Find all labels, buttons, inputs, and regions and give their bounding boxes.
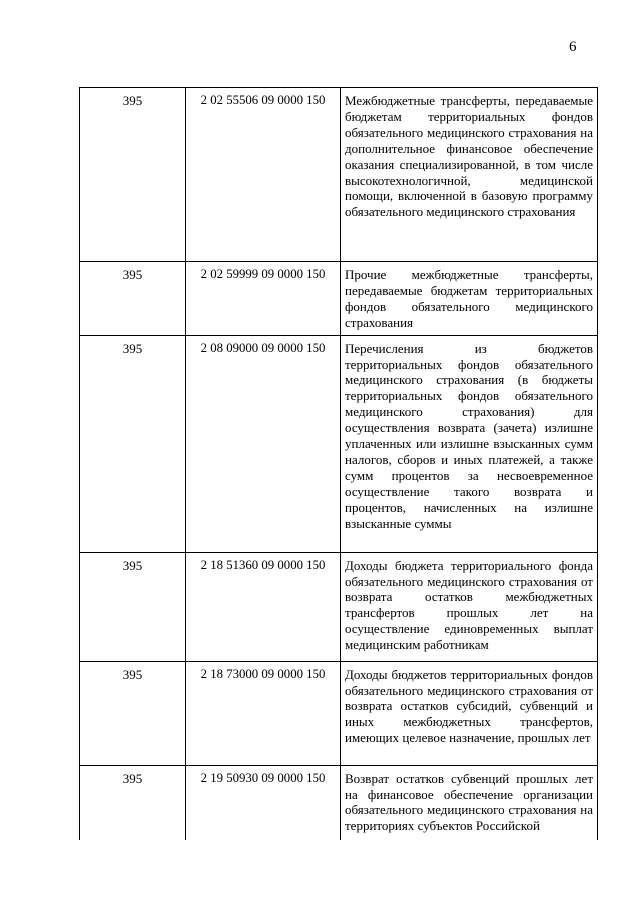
table-row xyxy=(80,765,598,840)
admin-code-cell: 395 xyxy=(80,552,186,661)
income-name-cell: Межбюджетные трансферты, передаваемые бюджетам территориальных фондов обязательного медицинского страхования на дополнительное финансовое обеспечение оказания специализированной, в том числе высокотехнологичной, медицинской помощи, включенной в базовую программу обязательного медицинского страхования xyxy=(341,88,598,262)
budget-code-cell: 2 02 59999 09 0000 150 xyxy=(186,262,341,336)
income-name-cell: Доходы бюджетов территориальных фондов обязательного медицинского страхования от возврата остатков субсидий, субвенций и иных межбюджетных трансфертов, имеющих целевое назначение, прошлых лет xyxy=(341,661,598,765)
admin-code-cell: 395 xyxy=(80,88,186,262)
admin-code-cell: 395 xyxy=(80,335,186,552)
income-name-cell: Прочие межбюджетные трансферты, передаваемые бюджетам территориальных фондов обязательного медицинского страхования xyxy=(341,262,598,336)
table-row xyxy=(80,335,598,552)
income-name-cell: Перечисления из бюджетов территориальных фондов обязательного медицинского страхования (в бюджеты территориальных фондов обязательного медицинского страхования) для осуществления возврата (зачета) излишне уплаченных или излишне взысканных сумм налогов, сборов и иных платежей, а также сумм процентов за несвоевременное осуществление такого возврата и процентов, начисленных на излишне взысканные суммы xyxy=(341,335,598,552)
admin-code-cell: 395 xyxy=(80,262,186,336)
table-row xyxy=(80,88,598,262)
budget-code-cell: 2 08 09000 09 0000 150 xyxy=(186,335,341,552)
income-name-cell: Возврат остатков субвенций прошлых лет на финансовое обеспечение организации обязательного медицинского страхования на территориях субъектов Российской xyxy=(341,765,598,840)
budget-code-cell: 2 18 73000 09 0000 150 xyxy=(186,661,341,765)
admin-code-cell: 395 xyxy=(80,661,186,765)
admin-code-cell: 395 xyxy=(80,765,186,840)
table-row xyxy=(80,552,598,661)
income-name-cell: Доходы бюджета территориального фонда обязательного медицинского страхования от возврата остатков межбюджетных трансфертов прошлых лет на осуществление единовременных выплат медицинским работникам xyxy=(341,552,598,661)
income-codes-table xyxy=(79,87,598,840)
budget-code-cell: 2 02 55506 09 0000 150 xyxy=(186,88,341,262)
page-number: 6 xyxy=(569,39,577,55)
budget-code-cell: 2 18 51360 09 0000 150 xyxy=(186,552,341,661)
table-row xyxy=(80,661,598,765)
budget-code-cell: 2 19 50930 09 0000 150 xyxy=(186,765,341,840)
table-row xyxy=(80,262,598,336)
